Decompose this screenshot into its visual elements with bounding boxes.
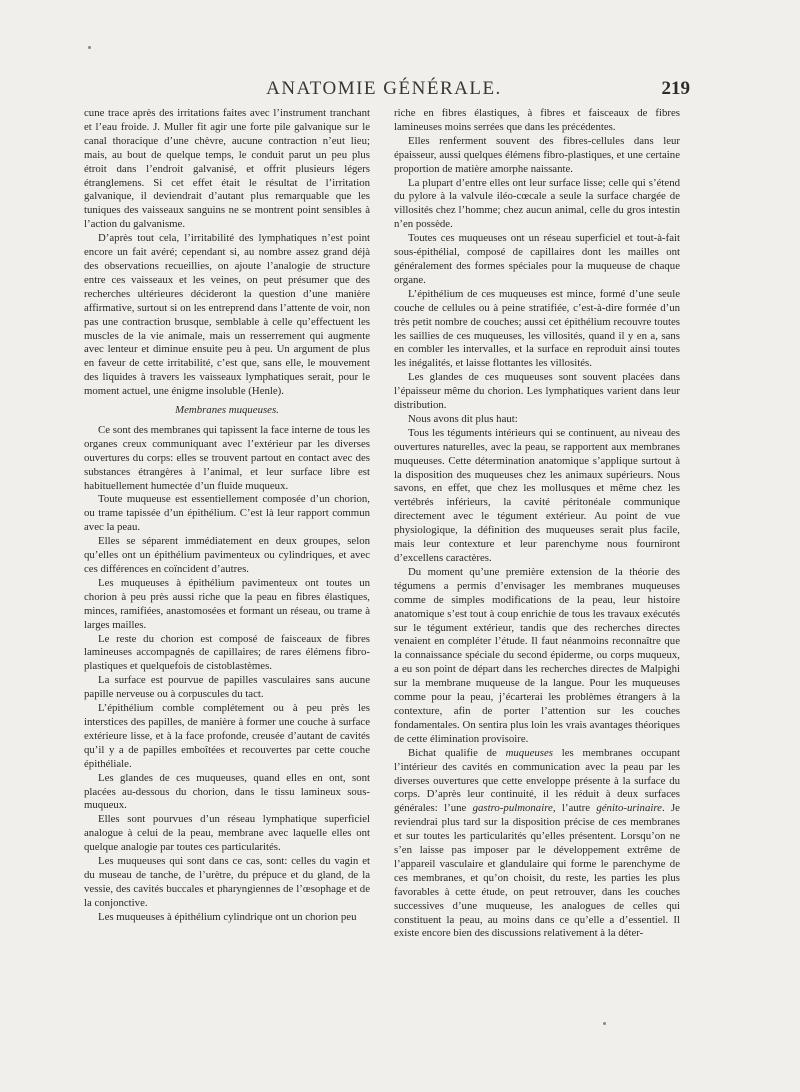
- paragraph: D’après tout cela, l’irritabilité des lymphatiques n’est point encore un fait avéré; cependant si, au nombre assez grand déjà des observations recueillies, on ajoute l’analogie de structure entre ces vaisseaux et les veines, on peut présumer que des recherches ultérieures décideront la question d’une manière affirmative, surtout si on les entreprend dans l’attente de voir, non pas une contraction brusque, semblable à celle qu’effectuent les muscles de la vie animale, mais un resserrement qui augmente avec lenteur et diminue ensuite peu à peu. Un argument de plus en faveur de cette irritabilité, c’est que, sans elle, le mouvement des liquides à travers les vaisseaux lymphatiques serait, pour le moment actuel, une énigme insoluble (Henle).: [84, 232, 370, 398]
- paragraph: Elles renferment souvent des fibres-cellules dans leur épaisseur, aussi quelques élémens fibro-plastiques, et une certaine proportion de matière amorphe naissante.: [394, 134, 680, 175]
- section-heading: Membranes muqueuses.: [175, 404, 279, 417]
- paragraph: L’épithélium de ces muqueuses est mince, formé d’une seule couche de cellules ou à peine stratifiée, c’est-à-dire formée d’un très petit nombre de couches; aussi cet épithélium recouvre toutes les saillies de ces muqueuses, les villosités, quand il y en a, sans en combler les intervalles, et la surface en reproduit ainsi toutes les inégalités, et laisse flottantes les villosités.: [394, 287, 680, 370]
- left-column: [84, 107, 370, 925]
- paragraph: Du moment qu’une première extension de la théorie des tégumens a permis d’envisager les membranes muqueuses comme de simples modifications de la peau, leur histoire anatomique s’est tout à coup enrichie de tous les travaux exécutés sur le tégument extérieur, tandis que des recherches directes venaient en compléter l’étude. Il faut néanmoins reconnaître que la connaissance spéciale du second épiderme, ou corps muqueux, a eu son point de départ dans les recherches directes de Malpighi sur la membrane muqueuse de la langue. Pour les muqueuses comme pour la peau, j’écarterai les problèmes étrangers à la contexture, afin de porter l’attention sur les couches fondamentales. On sentira plus loin les vrais avantages théoriques de cette élimination provisoire.: [394, 565, 680, 745]
- paragraph: Ce sont des membranes qui tapissent la face interne de tous les organes creux communiquant avec l’extérieur par les diverses ouvertures du corps: elles se trouvent partout en contact avec des substances étrangères à l’animal, et leur surface libre est habituellement humectée d’un fluide muqueux.: [84, 423, 370, 492]
- paragraph: [394, 747, 680, 942]
- paper-speck: [88, 46, 91, 49]
- paragraph: riche en fibres élastiques, à fibres et faisceaux de fibres lamineuses moins serrées que dans les précédentes.: [394, 107, 680, 133]
- paragraph: Les glandes de ces muqueuses, quand elles en ont, sont placées au-dessous du chorion, dans le tissu lamineux sous-muqueux.: [84, 771, 370, 812]
- paragraph: Toutes ces muqueuses ont un réseau superficiel et tout-à-fait sous-épithélial, composé de capillaires dont les mailles ont généralement des formes spéciales pour la muqueuse de chaque organe.: [394, 232, 680, 286]
- paragraph: Le reste du chorion est composé de faisceaux de fibres lamineuses accompagnés de capillaires; de rares élémens fibro-plastiques et quelquefois de cistoblastèmes.: [84, 632, 370, 673]
- running-title: ANATOMIE GÉNÉRALE.: [266, 78, 502, 99]
- paragraph: Tous les téguments intérieurs qui se continuent, au niveau des ouvertures naturelles, avec la peau, se rapportent aux membranes muqueuses. Cette détermination anatomique s’applique surtout à la disposition des muqueuses chez les animaux supérieurs. Nous savons, en effet, que chez les mollusques et même chez les vertébrés inférieurs, la cavité péritonéale communique directement avec le tégument extérieur. Au point de vue physiologique, la définition des muqueuses serait plus facile, mais leur contexture et leur parenchyme nous fourniront d’excellens caractères.: [394, 426, 680, 564]
- paper-speck: [603, 1022, 606, 1025]
- paragraph: La plupart d’entre elles ont leur surface lisse; celle qui s’étend du pylore à la valvule iléo-cœcale a seule la surface chargée de villosités chez l’homme; chez aucun animal, celle du gros intestin n’en possède.: [394, 176, 680, 231]
- paragraph: Toute muqueuse est essentiellement composée d’un chorion, ou trame tapissée d’un épithélium. C’est là leur rapport commun avec la peau.: [84, 493, 370, 534]
- italic-term: muqueuses: [505, 746, 553, 759]
- paragraph: cune trace après des irritations faites avec l’instrument tranchant et l’eau froide. J. Muller fit agir une forte pile galvanique sur le canal thoracique d’une chèvre, aucune contraction n’eut lieu; mais, au bout de quelque temps, le conduit parut un peu plus étroit dans l’endroit galvanisé, et offrit plusieurs légers étranglemens. Si cet effet était le résultat de l’irritation galvanique, il deviendrait d’autant plus remarquable que les tuniques des vaisseaux sanguins ne se montrent point sensibles à l’action du galvanisme.: [84, 107, 370, 231]
- paragraph: Les muqueuses qui sont dans ce cas, sont: celles du vagin et du museau de tanche, de l’urètre, du prépuce et du gland, de la vessie, des cavités buccales et pharyngiennes de l’œsophage et de la conjonctive.: [84, 855, 370, 909]
- right-column: [394, 107, 680, 941]
- paragraph: Elles sont pourvues d’un réseau lymphatique superficiel analogue à celui de la peau, membrane avec laquelle elles ont quelque analogie par toutes ces particularités.: [84, 813, 370, 854]
- paragraph: Les glandes de ces muqueuses sont souvent placées dans l’épaisseur même du chorion. Les lymphatiques varient dans leur distribution.: [394, 371, 680, 412]
- paragraph: Les muqueuses à épithélium cylindrique ont un chorion peu: [98, 910, 357, 923]
- italic-term: gastro-pulmonaire: [472, 802, 553, 815]
- text-run: , l’autre: [552, 802, 597, 815]
- page-header: [84, 78, 690, 102]
- paragraph: Les muqueuses à épithélium pavimenteux ont toutes un chorion à peu près aussi riche que la peau en fibres élastiques, minces, ramifiées, anastomosées et formant un réseau, ou trame à larges mailles.: [84, 576, 370, 631]
- paragraph: L’épithélium comble complétement ou à peu près les interstices des papilles, de manière à former une couche à surface extérieure lisse, et à la face profonde, creusée d’autant de cavités qu’il y a de papilles emboîtées et recouvertes par cette couche épithéliale.: [84, 702, 370, 770]
- paragraph: La surface est pourvue de papilles vasculaires sans aucune papille nerveuse ou à corpuscules du tact.: [84, 674, 370, 701]
- paragraph: Nous avons dit plus haut:: [408, 412, 518, 425]
- text-run: les membranes occupant l’intérieur des cavités en communication avec la peau par les diverses ouvertures que cette enveloppe présente à la surface du corps. D’après leur continuité, il les réduit à deux surfaces générales: l’une: [394, 746, 680, 815]
- text-run: . Je reviendrai plus tard sur la disposition précise de ces membranes et sur toutes les particularités qu’elles présentent. Lorsqu’on ne s’en laisse pas imposer par le développement extrême de l’appareil vasculaire et glandulaire qui forme le parenchyme de ces membranes, et qu’on choisit, du reste, les parties les plus favorables à cette étude, on peut retrouver, dans les couches successives d’une muqueuse, les analogues de celles qui constituent la peau, au moins dans ce qu’elle a d’essentiel. Il existe encore bien des discussions relativement à la déter-: [394, 802, 680, 940]
- paragraph: Elles se séparent immédiatement en deux groupes, selon qu’elles ont un épithélium pavimenteux ou cylindriques, et avec ces différences en coïncident d’autres.: [84, 535, 370, 575]
- text-run: Bichat qualifie de: [408, 746, 506, 759]
- page-number: 219: [661, 78, 690, 99]
- italic-term: génito-urinaire: [596, 802, 662, 815]
